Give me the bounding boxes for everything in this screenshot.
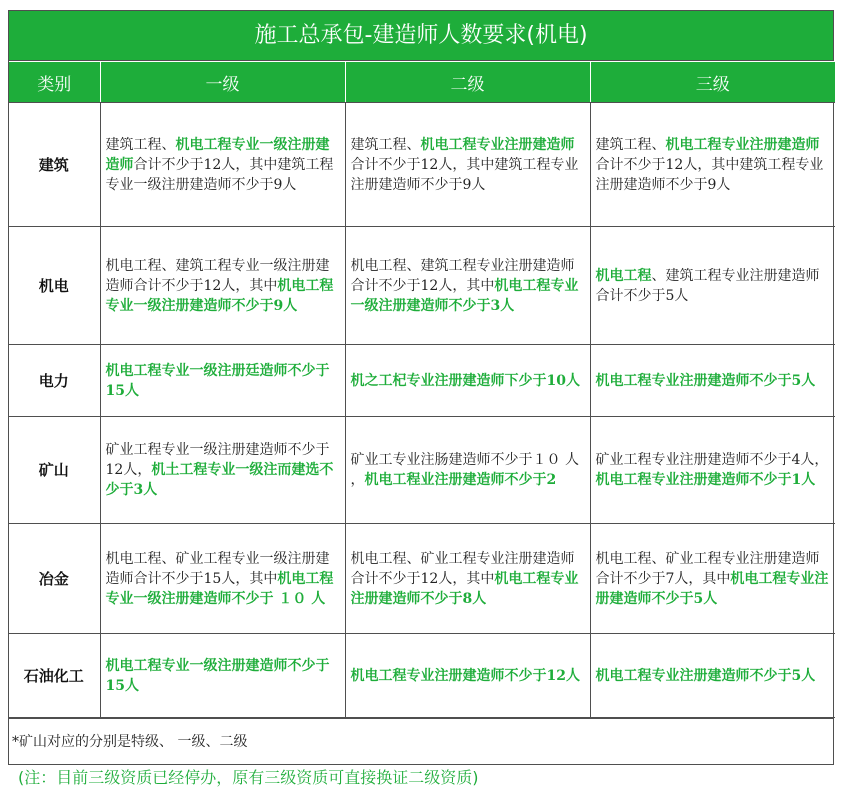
cell-text: 建筑工程、 xyxy=(105,136,176,153)
grade2-cell xyxy=(345,634,590,718)
header-grade-2: 二级 xyxy=(345,62,590,103)
grade2-cell xyxy=(345,103,590,227)
grade1-cell xyxy=(100,634,345,718)
category-cell: 石油化工 xyxy=(9,634,100,718)
cell-text: 、建筑工程专业注册建造师合计不少于5人 xyxy=(595,267,820,304)
grade2-cell xyxy=(345,345,590,417)
grade3-cell xyxy=(590,227,835,345)
cell-text: 矿业工程专业注册建造师不少于4人， xyxy=(595,452,829,468)
grade3-cell xyxy=(590,634,835,718)
highlight-text: 机电工程专业注册建造师不少于1人 xyxy=(595,472,816,488)
highlight-text: 机电工程 xyxy=(595,267,652,284)
cell-text: 合计不少于12人，其中建筑工程专业注册建造师不少于9人 xyxy=(595,156,824,193)
remark-note: (注：目前三级资质已经停办，原有三级资质可直接换证二级资质) xyxy=(18,768,479,787)
cell-text: 矿业工程专业一级注册建造师不少于12人， xyxy=(105,442,330,478)
highlight-text: 机土工程专业一级注而建选不少于3人 xyxy=(105,462,334,498)
cell-text: 机电工程、建筑工程专业一级注册建造师合计不少于12人，其中 xyxy=(105,257,330,294)
highlight-text: 机电工程业注册建造师不少于2 xyxy=(364,472,557,488)
cell-text: 合计不少于12人，其中建筑工程专业一级注册建造师不少于9人 xyxy=(105,156,334,193)
highlight-text: 机电工程专业注册建造师不少于8人 xyxy=(350,570,579,607)
highlight-text: 机电工程专业注册建造师不少于12人 xyxy=(350,667,580,684)
highlight-text: 机电工程专业注册建造师 xyxy=(420,136,575,153)
category-cell: 冶金 xyxy=(9,524,100,634)
highlight-text: 机之工杞专业注册建造师下少于10人 xyxy=(350,372,580,389)
category-cell: 矿山 xyxy=(9,417,100,524)
cell-text: 机电工程、矿业工程专业注册建造师合计不少于12人，其中 xyxy=(350,550,575,587)
highlight-text: 机电工程专业注册建造师不少于5人 xyxy=(595,570,829,607)
category-cell: 电力 xyxy=(9,345,100,417)
table-row xyxy=(9,524,835,634)
highlight-text: 机电工程专业注册建造师不少于5人 xyxy=(595,372,816,389)
highlight-text: 机电工程专业一级注册建造师不少于9人 xyxy=(105,277,334,314)
highlight-text: 机电工程专业一级注册建造师不少于3人 xyxy=(350,277,579,314)
grade1-cell xyxy=(100,345,345,417)
header-category: 类别 xyxy=(9,62,100,103)
cell-text: 建筑工程、 xyxy=(350,136,421,153)
table-title: 施工总承包-建造师人数要求(机电) xyxy=(9,11,833,61)
highlight-text: 机电工程专业一级注册建造师 xyxy=(105,136,330,173)
requirements-table xyxy=(9,61,835,718)
highlight-text: 机电工程专业注册建造师不少于5人 xyxy=(595,667,816,684)
footnote: *矿山对应的分别是特级、 一级、二级 xyxy=(9,718,833,764)
grade3-cell xyxy=(590,103,835,227)
grade1-cell xyxy=(100,524,345,634)
grade2-cell xyxy=(345,227,590,345)
category-cell: 机电 xyxy=(9,227,100,345)
grade3-cell xyxy=(590,345,835,417)
table-row xyxy=(9,345,835,417)
header-row xyxy=(9,62,835,103)
grade1-cell xyxy=(100,417,345,524)
header-grade-1: 一级 xyxy=(100,62,345,103)
grade2-cell xyxy=(345,524,590,634)
grade3-cell xyxy=(590,417,835,524)
cell-text: 合计不少于12人，其中建筑工程专业注册建造师不少于9人 xyxy=(350,156,579,193)
category-cell: 建筑 xyxy=(9,103,100,227)
cell-text: 机电工程、建筑工程专业注册建造师合计不少于12人，其中 xyxy=(350,257,575,294)
grade1-cell xyxy=(100,227,345,345)
cell-text: 机电工程、矿业工程专业一级注册建造师合计不少于15人，其中 xyxy=(105,550,330,587)
cell-text: 建筑工程、 xyxy=(595,136,666,153)
header-grade-3: 三级 xyxy=(590,62,835,103)
highlight-text: 机电工程专业一级注册建造师不少于15人 xyxy=(105,657,330,694)
highlight-text: 机电工程专业注册建造师 xyxy=(665,136,820,153)
highlight-text: 机电工程专业一级注册建造师不少于 １０ 人 xyxy=(105,570,334,607)
requirements-sheet xyxy=(8,10,834,765)
grade3-cell xyxy=(590,524,835,634)
table-row xyxy=(9,103,835,227)
table-row xyxy=(9,417,835,524)
table-row xyxy=(9,227,835,345)
cell-text: 矿业工专业注肠建造师不少于１０ 人 ， xyxy=(350,452,579,488)
grade1-cell xyxy=(100,103,345,227)
table-row xyxy=(9,634,835,718)
grade2-cell xyxy=(345,417,590,524)
cell-text: 机电工程、矿业工程专业注册建造师合计不少于7人，具中 xyxy=(595,550,820,587)
highlight-text: 机电工程专业一级注册廷造师不少于15人 xyxy=(105,362,330,399)
